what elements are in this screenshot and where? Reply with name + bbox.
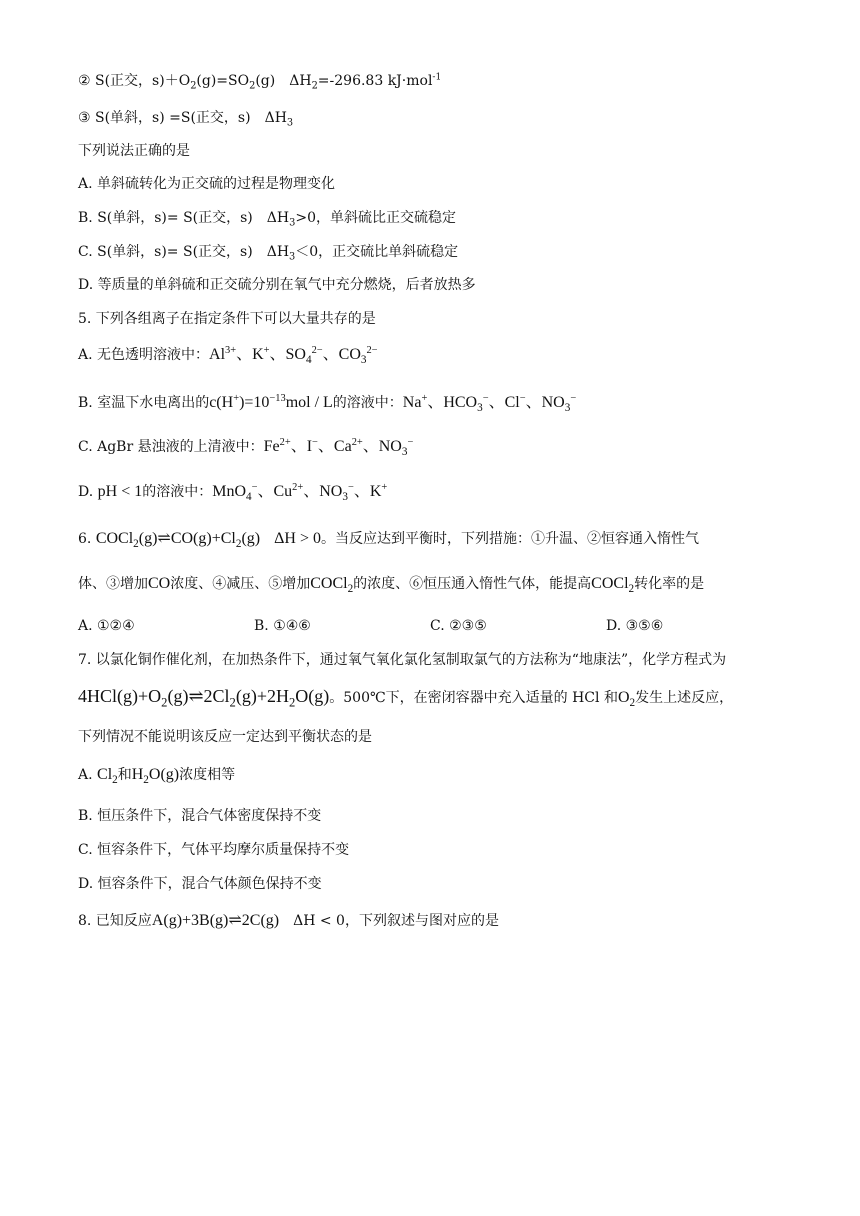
q5-option-a: A. 无色透明溶液中：$Al^{3+}$、K+、$SO_4^{2-}$、$CO_3^{2-}$ [78,344,378,366]
q6-option-c: C. ②③⑤ [430,618,487,634]
q6-option-d: D. ③⑤⑥ [606,618,664,634]
question-prompt: 下列说法正确的是 [78,143,190,159]
option-c: C. S(单斜，s)= S(正交，s) $\Delta H_3<0$，正交硫比单斜硫稳定 [78,244,459,263]
question-6-line2: 体、③增加CO浓度、④减压、⑤增加COCl$_2$的浓度、⑥恒压通入惰性气体，能提高COCl$_2$转化率的是 [78,575,705,595]
text-line-eq3: ③ S(单斜，s) =S(正交，s) $\Delta H_3$ [78,110,294,129]
q6-option-a: A. ①②④ [78,618,135,634]
question-8: 8. 已知反应A(g)+3B(g)⇌2C(g) ΔH < 0，下列叙述与图对应的是 [78,912,499,929]
q5-option-c: C. AgBr 悬浊液的上清液中：$Fe^{2+}$、I−、$Ca^{2+}$、$NO_3^-$ [78,436,414,458]
option-b: B. S(单斜，s)= S(正交，s) $\Delta H_3>0$，单斜硫比正交硫稳定 [78,210,456,229]
q7-option-c: C. 恒容条件下，气体平均摩尔质量保持不变 [78,842,350,858]
option-a: A. 单斜硫转化为正交硫的过程是物理变化 [78,176,336,192]
text-line-eq2: ② S(正交，$s)+O_2(g)=SO_2(g)$ $\Delta H_2=-296.83$ kJ·mol$^{-1}$ [78,72,442,92]
q5-option-b: B. 室温下水电离出的$c(H^+)=10^{-13}mol / L$的溶液中：Na+、$HCO_3^-$、Cl−、$NO_3^-$ [78,392,577,414]
question-7-line3: 下列情况不能说明该反应一定达到平衡状态的是 [78,729,372,745]
q7-option-d: D. 恒容条件下，混合气体颜色保持不变 [78,876,322,892]
question-6-line1: 6. $COCl_2(g)\rightleftharpoons CO(g)+Cl_2(g) \Delta H > 0$。当反应达到平衡时，下列措施：①升温、②恒容通入惰性气 [78,530,699,550]
question-7-line2: $4HCl(g)+O_2(g)\rightleftharpoons 2Cl_2(g)+2H_2O(g)$。500℃下，在密闭容器中充入适量的 HCl 和$O_2$发生上述反应， [78,686,734,710]
q5-option-d: D. pH < 1的溶液中：MnO$_4$−、$Cu^{2+}$、$NO_3^-$、K+ [78,481,388,503]
q6-option-b: B. ①④⑥ [254,618,311,634]
question-7-line1: 7. 以氯化铜作催化剂，在加热条件下，通过氧气氧化氯化氢制取氯气的方法称为“地康法”，化学方程式为 [78,652,727,668]
q7-option-a: A. $Cl_2$和$H_2O(g)$浓度相等 [78,766,236,786]
q7-option-b: B. 恒压条件下，混合气体密度保持不变 [78,808,322,824]
option-d: D. 等质量的单斜硫和正交硫分别在氧气中充分燃烧，后者放热多 [78,277,476,293]
question-5: 5. 下列各组离子在指定条件下可以大量共存的是 [78,311,376,327]
